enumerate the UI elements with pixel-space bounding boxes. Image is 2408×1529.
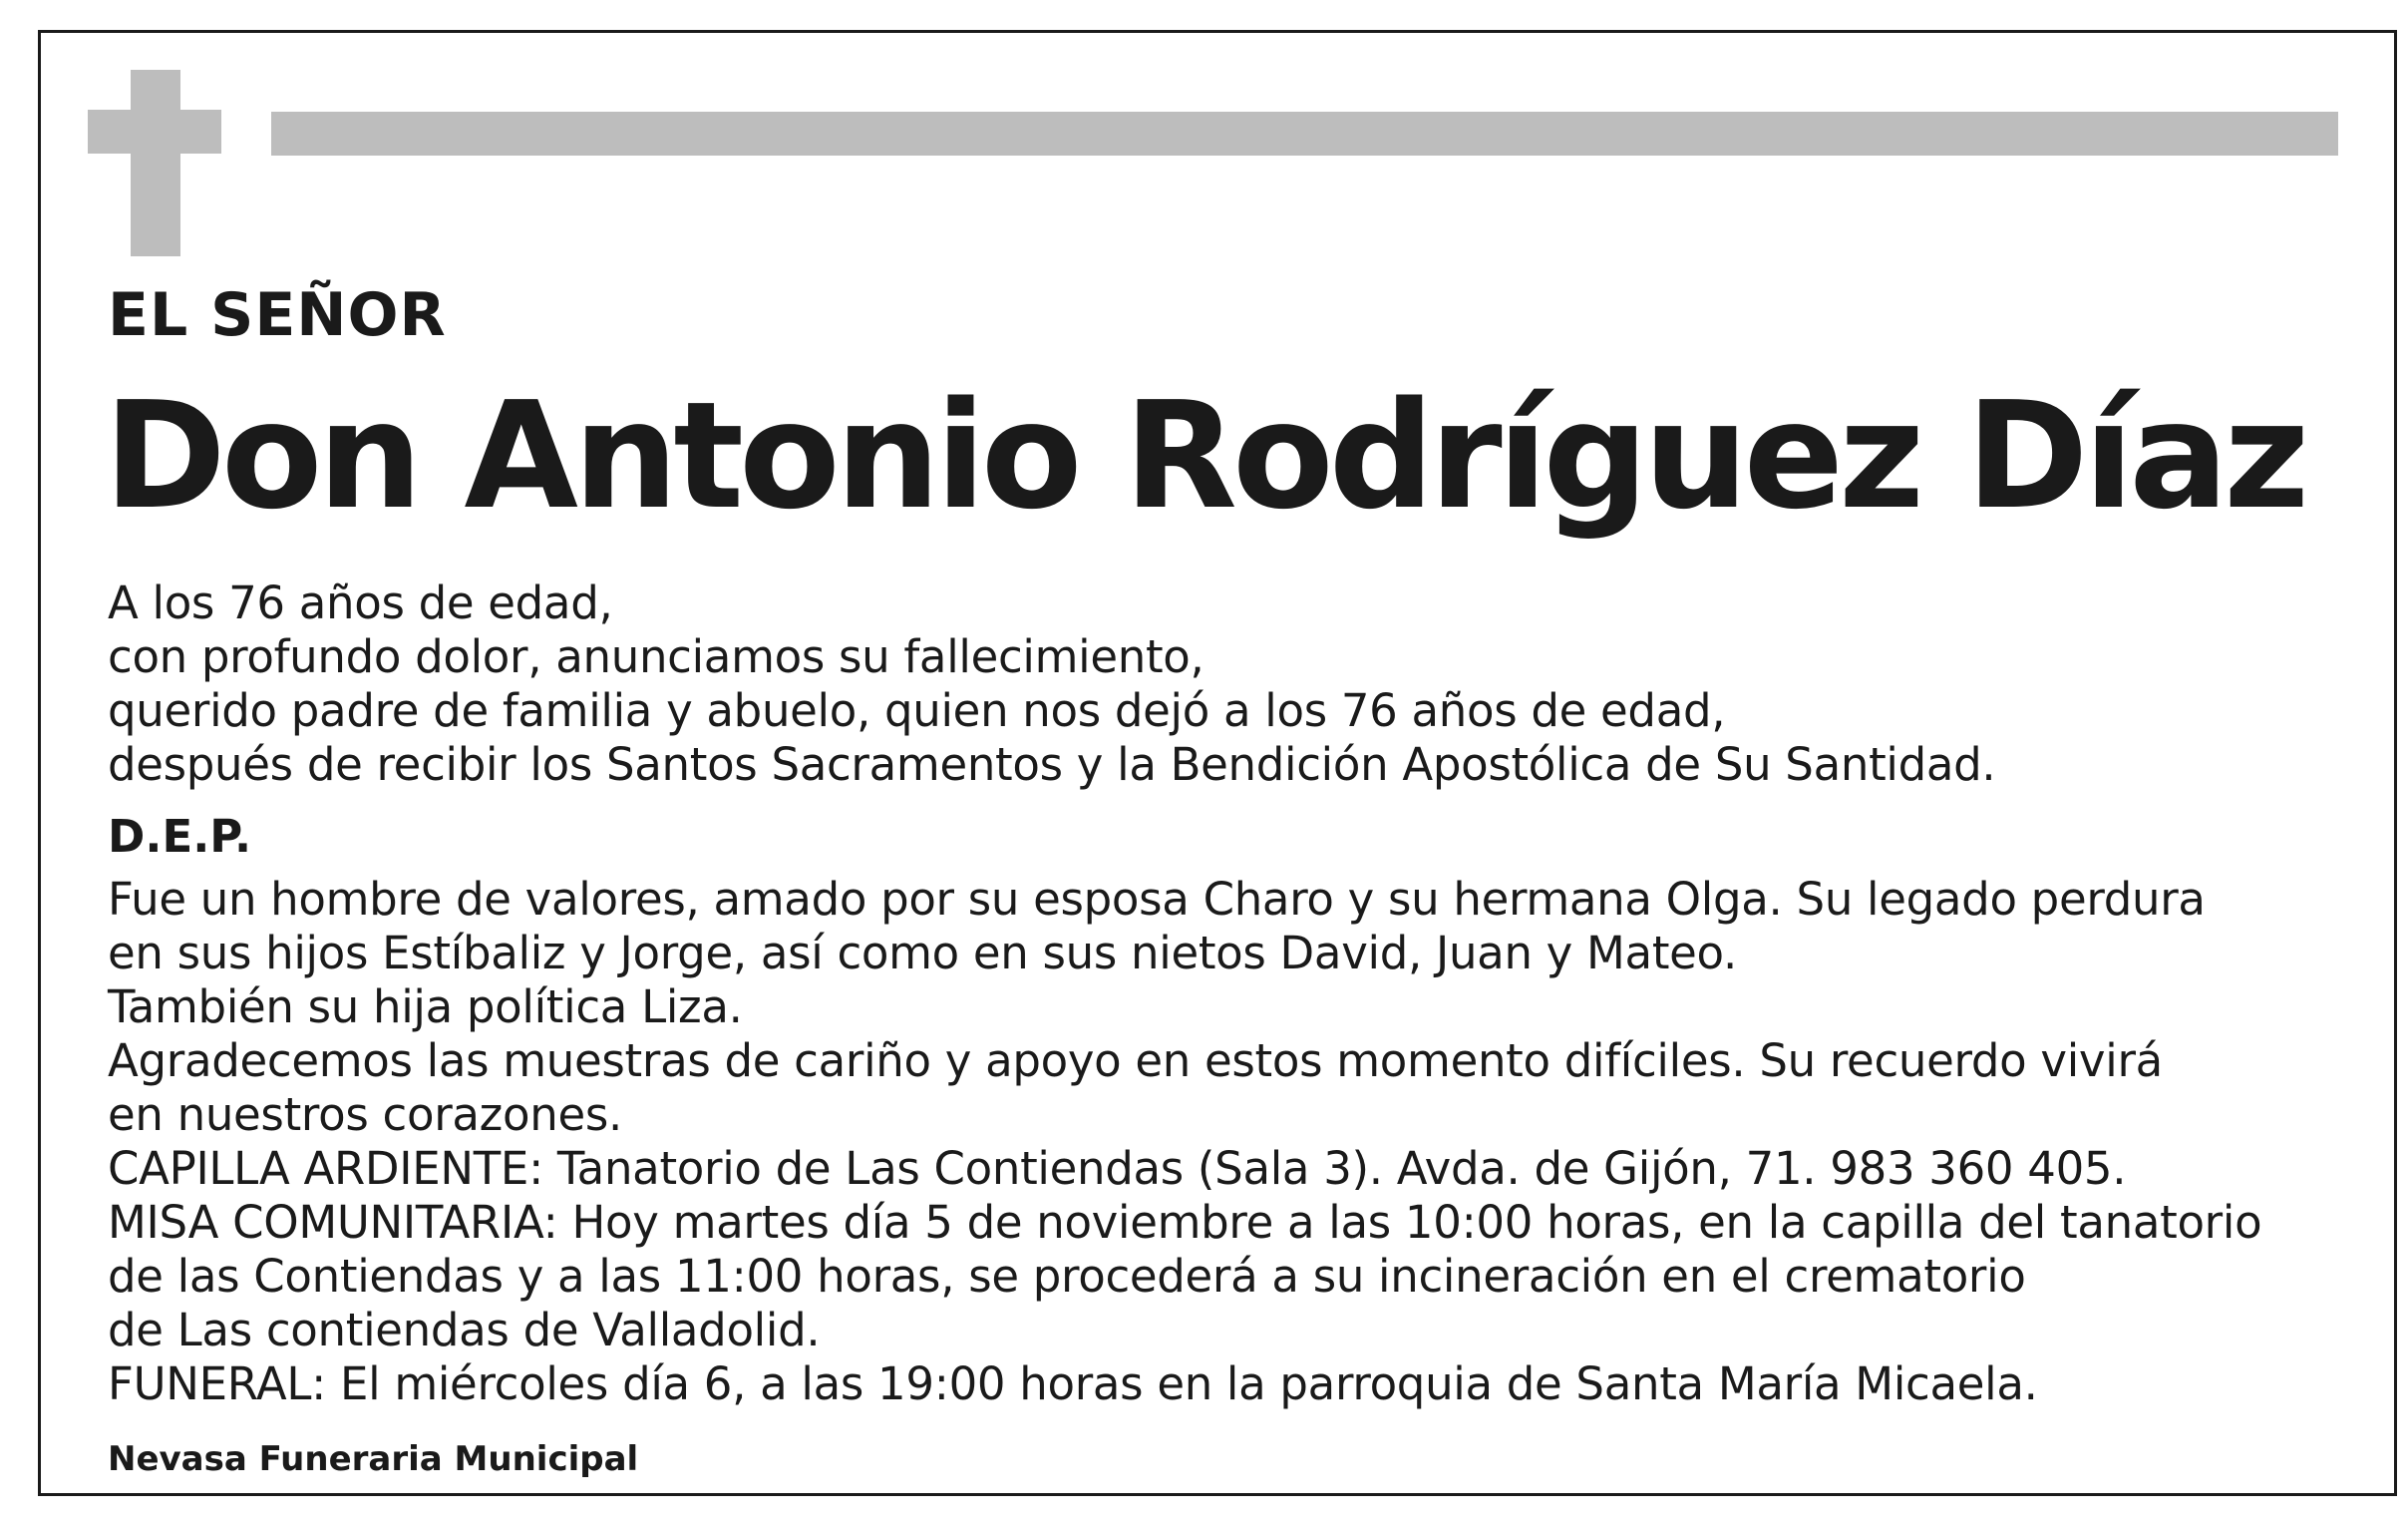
cross-vertical-bar: [131, 70, 180, 256]
intro-paragraph: [108, 576, 1995, 792]
detail-line: Fue un hombre de valores, amado por su esposa Charo y su hermana Olga. Su legado perdura: [108, 873, 2206, 926]
intro-line: con profundo dolor, anunciamos su fallecimiento,: [108, 630, 1204, 683]
detail-line: de Las contiendas de Valladolid.: [108, 1304, 821, 1356]
detail-line: de las Contiendas y a las 11:00 horas, se procederá a su incineración en el crematorio: [108, 1250, 2026, 1303]
deceased-name: Don Antonio Rodríguez Díaz: [104, 370, 2305, 542]
intro-line: después de recibir los Santos Sacramentos y la Bendición Apostólica de Su Santidad.: [108, 738, 1996, 791]
detail-line: FUNERAL: El miércoles día 6, a las 19:00 horas en la parroquia de Santa María Micaela.: [108, 1357, 2038, 1410]
cross-horizontal-bar: [88, 110, 221, 154]
intro-line: querido padre de familia y abuelo, quien nos dejó a los 76 años de edad,: [108, 684, 1726, 737]
details-paragraph: [108, 873, 2261, 1411]
detail-line: en sus hijos Estíbaliz y Jorge, así como en sus nietos David, Juan y Mateo.: [108, 927, 1737, 979]
honorific-title: EL SEÑOR: [108, 280, 447, 350]
detail-line: Agradecemos las muestras de cariño y apoyo en estos momento difíciles. Su recuerdo vivirá: [108, 1034, 2163, 1087]
header-rule: [271, 112, 2338, 156]
detail-line: MISA COMUNITARIA: Hoy martes día 5 de noviembre a las 10:00 horas, en la capilla del tanatorio: [108, 1196, 2262, 1249]
funeral-home-credit: Nevasa Funeraria Municipal: [108, 1439, 639, 1479]
detail-line: en nuestros corazones.: [108, 1088, 622, 1141]
detail-line: También su hija política Liza.: [108, 980, 743, 1033]
intro-line: A los 76 años de edad,: [108, 576, 613, 629]
detail-line: CAPILLA ARDIENTE: Tanatorio de Las Contiendas (Sala 3). Avda. de Gijón, 71. 983 360 405.: [108, 1142, 2127, 1195]
dep-abbreviation: D.E.P.: [108, 810, 252, 863]
